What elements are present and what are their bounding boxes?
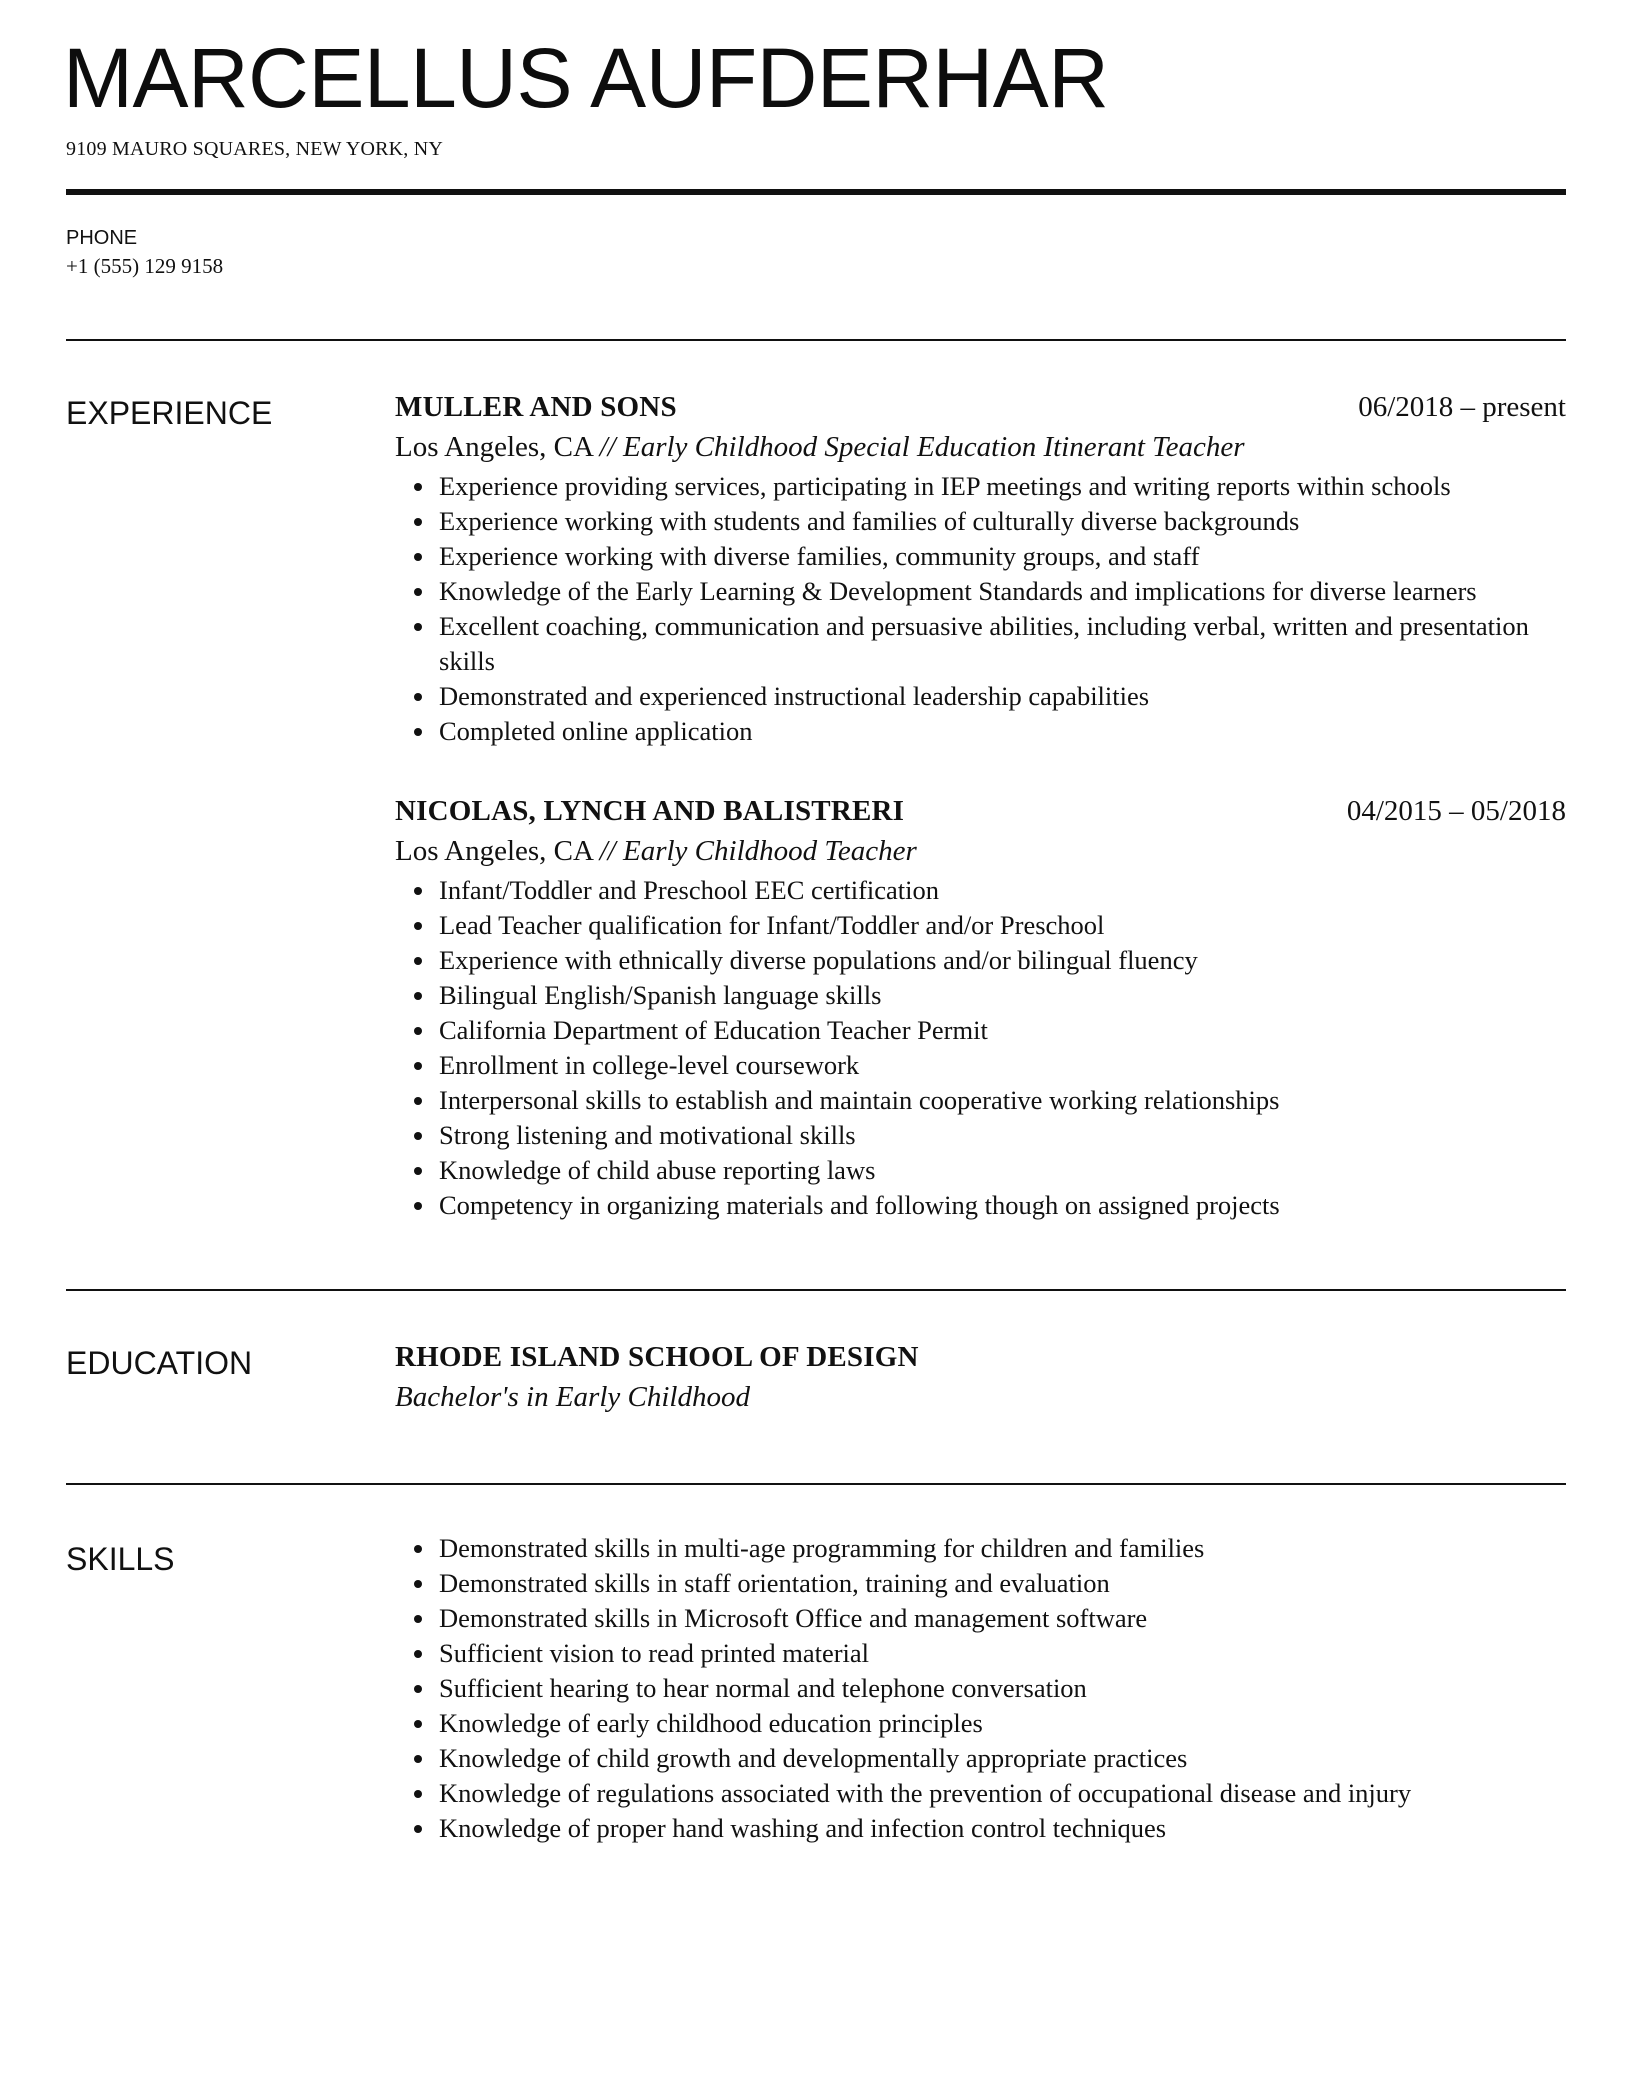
- list-item: • Sufficient vision to read printed material: [437, 1636, 1566, 1671]
- degree-name: Bachelor's in Early Childhood: [395, 1381, 750, 1413]
- phone-value: +1 (555) 129 9158: [66, 254, 224, 278]
- list-item: • Knowledge of the Early Learning & Development Standards and implications for diverse learners: [437, 574, 1566, 609]
- header-divider: [66, 189, 1566, 195]
- list-item: • Knowledge of early childhood education principles: [437, 1706, 1566, 1741]
- list-item: • Bilingual English/Spanish language skills: [437, 978, 1566, 1013]
- list-item: • Demonstrated skills in Microsoft Office and management software: [437, 1601, 1566, 1636]
- job-header: [395, 791, 1566, 831]
- job-role: Early Childhood Teacher: [623, 835, 917, 867]
- list-item: • Demonstrated and experienced instructional leadership capabilities: [437, 679, 1566, 714]
- experience-body: [395, 387, 1566, 1223]
- section-divider: [66, 339, 1566, 341]
- list-item: • Knowledge of child abuse reporting laws: [437, 1153, 1566, 1188]
- list-item: • Strong listening and motivational skills: [437, 1118, 1566, 1153]
- education-body: [395, 1337, 1566, 1417]
- job-entry: [395, 791, 1566, 1223]
- experience-title: EXPERIENCE: [66, 395, 273, 431]
- section-divider: [66, 1483, 1566, 1485]
- job-location: Los Angeles, CA: [395, 835, 593, 867]
- list-item: • Experience working with diverse families, community groups, and staff: [437, 539, 1566, 574]
- list-item: • Demonstrated skills in multi-age programming for children and families: [437, 1531, 1566, 1566]
- job-bullets: [395, 469, 1566, 749]
- job-location: Los Angeles, CA: [395, 431, 593, 463]
- company-name: NICOLAS, LYNCH AND BALISTRERI: [395, 795, 905, 827]
- job-separator: //: [599, 431, 616, 463]
- candidate-address: 9109 MAURO SQUARES, NEW YORK, NY: [66, 138, 443, 160]
- contact-block: [66, 225, 1566, 281]
- education-section: [66, 1337, 1566, 1417]
- list-item: • California Department of Education Teacher Permit: [437, 1013, 1566, 1048]
- list-item: • Infant/Toddler and Preschool EEC certification: [437, 873, 1566, 908]
- list-item: • Knowledge of child growth and developmentally appropriate practices: [437, 1741, 1566, 1776]
- candidate-name: MARCELLUS AUFDERHAR: [63, 31, 1109, 125]
- job-role: Early Childhood Special Education Itinerant Teacher: [623, 431, 1245, 463]
- education-title: EDUCATION: [66, 1345, 253, 1381]
- list-item: • Enrollment in college-level coursework: [437, 1048, 1566, 1083]
- company-name: MULLER AND SONS: [395, 391, 677, 423]
- skills-title: SKILLS: [66, 1541, 175, 1577]
- skills-section: [66, 1533, 1566, 1846]
- skills-body: [395, 1533, 1566, 1846]
- list-item: • Knowledge of proper hand washing and infection control techniques: [437, 1811, 1566, 1846]
- list-item: • Experience working with students and families of culturally diverse backgrounds: [437, 504, 1566, 539]
- phone-label: PHONE: [66, 227, 138, 249]
- list-item: • Completed online application: [437, 714, 1566, 749]
- experience-section: [66, 387, 1566, 1223]
- job-separator: //: [599, 835, 616, 867]
- list-item: • Experience providing services, participating in IEP meetings and writing reports within schools: [437, 469, 1566, 504]
- list-item: • Knowledge of regulations associated with the prevention of occupational disease and injury: [437, 1776, 1566, 1811]
- list-item: • Lead Teacher qualification for Infant/Toddler and/or Preschool: [437, 908, 1566, 943]
- job-bullets: [395, 873, 1566, 1223]
- job-dates: 06/2018 – present: [1358, 391, 1566, 423]
- school-name: RHODE ISLAND SCHOOL OF DESIGN: [395, 1341, 919, 1373]
- list-item: • Competency in organizing materials and following though on assigned projects: [437, 1188, 1566, 1223]
- list-item: • Excellent coaching, communication and persuasive abilities, including verbal, written and presentation skills: [437, 609, 1566, 679]
- section-divider: [66, 1289, 1566, 1291]
- skills-list: [395, 1531, 1566, 1846]
- list-item: • Demonstrated skills in staff orientation, training and evaluation: [437, 1566, 1566, 1601]
- job-header: [395, 387, 1566, 427]
- job-subline: [395, 831, 1566, 871]
- job-entry: [395, 387, 1566, 749]
- job-dates: 04/2015 – 05/2018: [1346, 795, 1566, 827]
- resume-page: [63, 30, 1566, 1846]
- list-item: • Experience with ethnically diverse populations and/or bilingual fluency: [437, 943, 1566, 978]
- list-item: • Interpersonal skills to establish and maintain cooperative working relationships: [437, 1083, 1566, 1118]
- job-subline: [395, 427, 1566, 467]
- list-item: • Sufficient hearing to hear normal and telephone conversation: [437, 1671, 1566, 1706]
